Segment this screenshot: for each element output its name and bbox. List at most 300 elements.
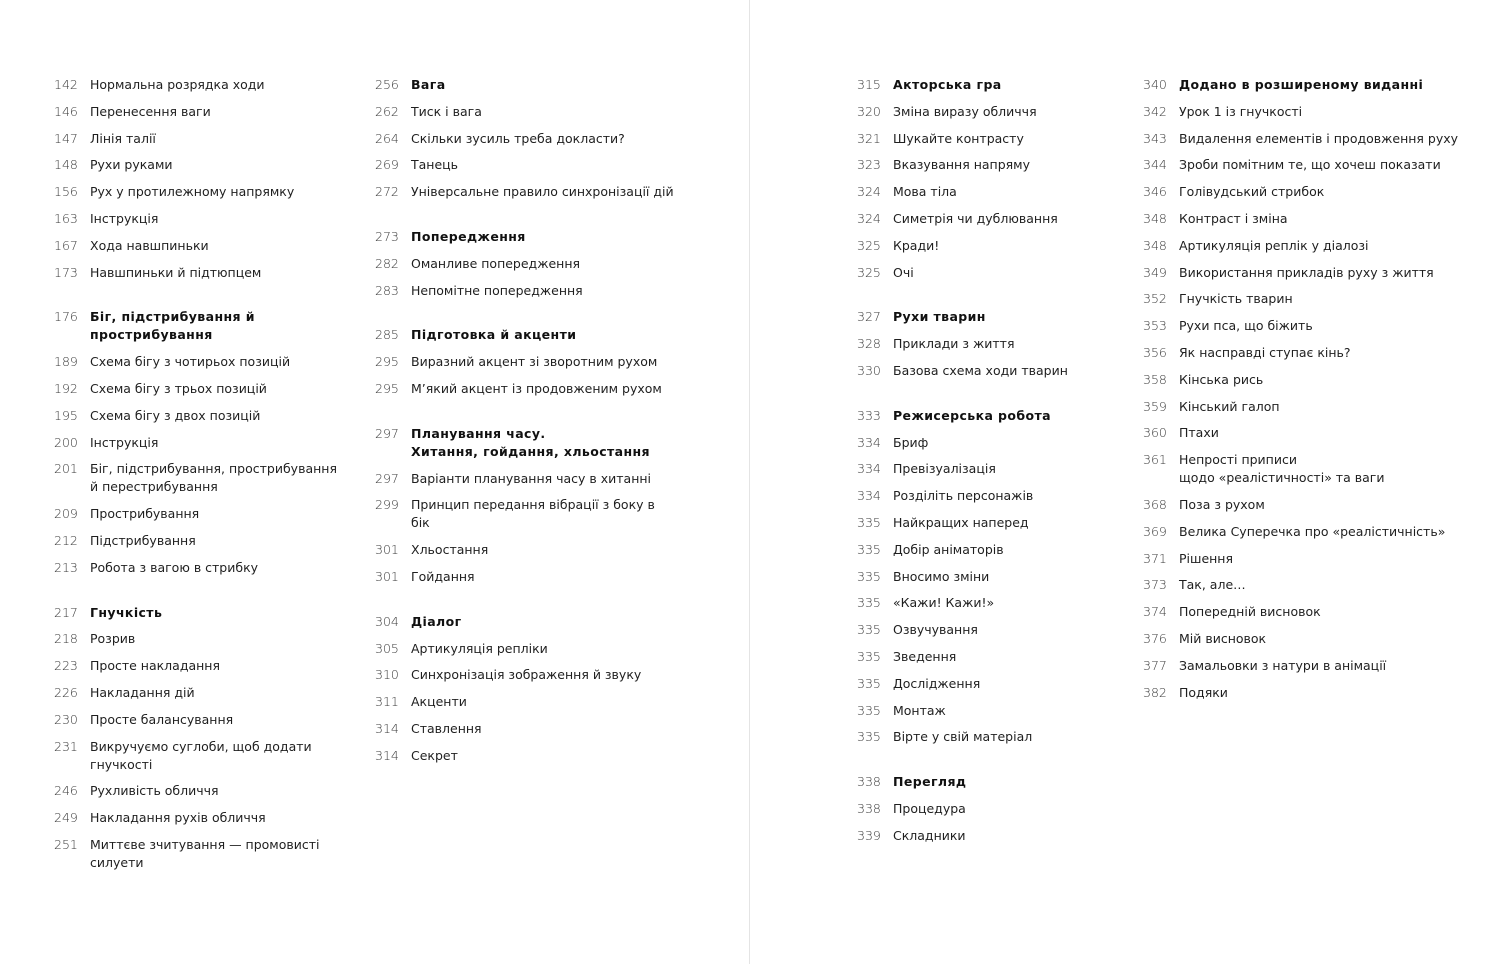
entry-title: Непрості приписи щодо «реалістичності» та ваги — [1179, 452, 1385, 486]
toc-entry[interactable] — [54, 237, 354, 255]
page-number: 173 — [54, 264, 78, 280]
toc-entry[interactable] — [857, 460, 1127, 478]
page-number: 335 — [857, 622, 881, 638]
entry-title: Схема бігу з трьох позицій — [90, 380, 267, 396]
page-number: 264 — [375, 130, 399, 146]
entry-title: Велика Суперечка про «реалістичність» — [1179, 523, 1446, 539]
page-number: 335 — [857, 729, 881, 745]
page-number: 356 — [1143, 344, 1167, 360]
toc-column-1 — [54, 76, 354, 899]
page-number: 209 — [54, 506, 78, 522]
page-number: 311 — [375, 694, 399, 710]
entry-title: Рух у протилежному напрямку — [90, 184, 295, 200]
toc-entry[interactable] — [375, 353, 675, 371]
page-number: 189 — [54, 354, 78, 370]
page-number: 335 — [857, 568, 881, 584]
toc-entry[interactable] — [857, 156, 1127, 174]
section-title: Додано в розширеному виданні — [1179, 77, 1424, 92]
page-number: 192 — [54, 380, 78, 396]
toc-entry[interactable] — [857, 728, 1127, 746]
page-number: 360 — [1143, 425, 1167, 441]
toc-entry[interactable] — [1143, 371, 1483, 389]
page-number: 323 — [857, 157, 881, 173]
page-number: 374 — [1143, 604, 1167, 620]
entry-title: Дослідження — [893, 675, 981, 691]
page-number: 348 — [1143, 210, 1167, 226]
toc-entry[interactable] — [375, 380, 675, 398]
toc-entry[interactable] — [375, 666, 675, 684]
entry-title: Мова тіла — [893, 184, 957, 200]
entry-title: Вказування напряму — [893, 157, 1030, 173]
entry-title: Скільки зусиль треба докласти? — [411, 130, 625, 146]
page-number: 301 — [375, 542, 399, 558]
page-number: 256 — [375, 77, 399, 92]
entry-title: Схема бігу з двох позицій — [90, 407, 261, 423]
toc-entry[interactable] — [1143, 657, 1483, 675]
page-number: 338 — [857, 774, 881, 790]
toc-entry[interactable] — [54, 103, 354, 121]
entry-title: Синхронізація зображення й звуку — [411, 667, 642, 683]
toc-entry[interactable] — [54, 738, 354, 774]
entry-title: Зведення — [893, 648, 957, 664]
toc-entry[interactable] — [375, 568, 675, 586]
page-number: 297 — [375, 425, 399, 441]
toc-entry[interactable] — [54, 505, 354, 523]
entry-title: Очі — [893, 264, 914, 280]
toc-entry[interactable] — [375, 640, 675, 658]
toc-entry[interactable] — [1143, 523, 1483, 541]
page-number: 195 — [54, 407, 78, 423]
page-number: 218 — [54, 631, 78, 647]
page-number: 342 — [1143, 103, 1167, 119]
toc-section-heading[interactable] — [857, 76, 1127, 94]
page-number: 325 — [857, 264, 881, 280]
toc-entry[interactable] — [375, 720, 675, 738]
toc-entry[interactable] — [1143, 237, 1483, 255]
entry-title: Кінський галоп — [1179, 398, 1280, 414]
page-number: 327 — [857, 309, 881, 325]
toc-section — [54, 308, 354, 576]
page-number: 295 — [375, 354, 399, 370]
toc-column-4 — [1143, 76, 1483, 728]
page-gutter — [749, 0, 750, 964]
page-number: 320 — [857, 103, 881, 119]
toc-entry[interactable] — [54, 264, 354, 282]
page-number: 334 — [857, 488, 881, 504]
toc-entry[interactable] — [375, 130, 675, 148]
toc-entry[interactable] — [1143, 603, 1483, 621]
section-title: Рухи тварин — [893, 309, 986, 325]
entry-title: Кінська рись — [1179, 371, 1264, 387]
entry-title: Акценти — [411, 694, 467, 710]
toc-section-heading[interactable] — [375, 326, 675, 344]
page-number: 314 — [375, 747, 399, 763]
toc-entry[interactable] — [1143, 264, 1483, 282]
entry-title: Симетрія чи дублювання — [893, 210, 1058, 226]
toc-section — [375, 76, 675, 201]
page-number: 269 — [375, 157, 399, 173]
page-number: 335 — [857, 648, 881, 664]
toc-section-heading[interactable] — [375, 613, 675, 631]
toc-entry[interactable] — [1143, 183, 1483, 201]
toc-entry[interactable] — [375, 541, 675, 559]
page-number: 262 — [375, 103, 399, 119]
toc-entry[interactable] — [857, 237, 1127, 255]
entry-title: Навшпиньки й підтюпцем — [90, 264, 262, 280]
toc-entry[interactable] — [54, 210, 354, 228]
toc-entry[interactable] — [1143, 398, 1483, 416]
toc-entry[interactable] — [857, 675, 1127, 693]
toc-entry[interactable] — [54, 532, 354, 550]
entry-title: Складники — [893, 827, 966, 843]
page-number: 226 — [54, 684, 78, 700]
toc-section-heading[interactable] — [54, 604, 354, 622]
entry-title: Птахи — [1179, 425, 1219, 441]
entry-title: Використання прикладів руху з життя — [1179, 264, 1434, 280]
entry-title: Рухи руками — [90, 157, 173, 173]
toc-section-heading[interactable] — [1143, 76, 1483, 94]
entry-title: Найкращих наперед — [893, 514, 1029, 530]
entry-title: Шукайте контрасту — [893, 130, 1024, 146]
toc-entry[interactable] — [1143, 130, 1483, 148]
entry-title: Монтаж — [893, 702, 946, 718]
entry-title: «Кажи! Кажи!» — [893, 595, 995, 611]
entry-title: Схема бігу з чотирьох позицій — [90, 354, 291, 370]
page-number: 223 — [54, 658, 78, 674]
entry-title: Оманливе попередження — [411, 255, 581, 271]
toc-entry[interactable] — [857, 264, 1127, 282]
toc-entry[interactable] — [375, 255, 675, 273]
toc-entry[interactable] — [54, 684, 354, 702]
entry-title: Превізуалізація — [893, 461, 996, 477]
toc-entry[interactable] — [54, 836, 354, 872]
toc-entry[interactable] — [857, 648, 1127, 666]
page-number: 369 — [1143, 523, 1167, 539]
page-number: 315 — [857, 77, 881, 92]
toc-section — [857, 308, 1127, 380]
toc-section — [1143, 76, 1483, 702]
toc-entry[interactable] — [1143, 424, 1483, 442]
entry-title: Кради! — [893, 237, 940, 253]
page-number: 246 — [54, 783, 78, 799]
page-number: 142 — [54, 77, 78, 92]
entry-title: Озвучування — [893, 622, 978, 638]
toc-section — [857, 773, 1127, 845]
toc-section-heading[interactable] — [375, 425, 675, 461]
entry-title: Базова схема ходи тварин — [893, 362, 1068, 378]
toc-entry[interactable] — [857, 487, 1127, 505]
entry-title: Артикуляція реплік у діалозі — [1179, 237, 1369, 253]
toc-entry[interactable] — [54, 809, 354, 827]
entry-title: Універсальне правило синхронізації дій — [411, 184, 674, 200]
entry-title: Видалення елементів і продовження руху — [1179, 130, 1459, 146]
entry-title: Мій висновок — [1179, 630, 1267, 646]
entry-title: Бриф — [893, 434, 929, 450]
toc-entry[interactable] — [54, 76, 354, 94]
toc-section-heading[interactable] — [54, 308, 354, 344]
entry-title: Лінія талії — [90, 130, 156, 146]
toc-entry[interactable] — [54, 183, 354, 201]
page-number: 148 — [54, 157, 78, 173]
entry-title: Ставлення — [411, 720, 482, 736]
page-number: 335 — [857, 595, 881, 611]
page-number: 334 — [857, 461, 881, 477]
toc-entry[interactable] — [1143, 630, 1483, 648]
entry-title: Рішення — [1179, 550, 1234, 566]
entry-title: Танець — [411, 157, 459, 173]
toc-entry[interactable] — [54, 353, 354, 371]
entry-title: Тиск і вага — [411, 103, 482, 119]
page-number: 328 — [857, 336, 881, 352]
toc-entry[interactable] — [857, 541, 1127, 559]
page-number: 273 — [375, 228, 399, 244]
page-number: 213 — [54, 559, 78, 575]
page-number: 338 — [857, 800, 881, 816]
toc-entry[interactable] — [857, 130, 1127, 148]
page-number: 373 — [1143, 577, 1167, 593]
entry-title: Підстрибування — [90, 532, 196, 548]
toc-entry[interactable] — [1143, 496, 1483, 514]
page-number: 324 — [857, 184, 881, 200]
page-number: 335 — [857, 541, 881, 557]
toc-entry[interactable] — [857, 514, 1127, 532]
page-number: 334 — [857, 434, 881, 450]
page-number: 231 — [54, 738, 78, 754]
page-number: 353 — [1143, 318, 1167, 334]
page-number: 251 — [54, 836, 78, 852]
entry-title: Інструкція — [90, 434, 159, 450]
toc-entry[interactable] — [1143, 156, 1483, 174]
page-number: 283 — [375, 282, 399, 298]
page-number: 324 — [857, 210, 881, 226]
toc-entry[interactable] — [375, 496, 675, 532]
page-number: 272 — [375, 184, 399, 200]
toc-section — [375, 326, 675, 398]
page-number: 176 — [54, 309, 78, 325]
toc-entry[interactable] — [54, 407, 354, 425]
entry-title: Розрив — [90, 631, 136, 647]
entry-title: Артикуляція репліки — [411, 640, 548, 656]
entry-title: Процедура — [893, 800, 966, 816]
section-title: Вага — [411, 77, 446, 92]
toc-section — [857, 76, 1127, 282]
page-number: 377 — [1143, 657, 1167, 673]
toc-section-heading[interactable] — [857, 308, 1127, 326]
page-number: 335 — [857, 702, 881, 718]
toc-section-heading[interactable] — [857, 773, 1127, 791]
page-number: 285 — [375, 327, 399, 343]
toc-entry[interactable] — [54, 711, 354, 729]
toc-entry[interactable] — [857, 335, 1127, 353]
toc-entry[interactable] — [1143, 290, 1483, 308]
toc-entry[interactable] — [857, 183, 1127, 201]
section-title: Попередження — [411, 228, 526, 244]
toc-entry[interactable] — [1143, 103, 1483, 121]
page-number: 339 — [857, 827, 881, 843]
toc-entry[interactable] — [54, 434, 354, 452]
page-number: 163 — [54, 210, 78, 226]
entry-title: М’який акцент із продовженим рухом — [411, 380, 662, 396]
entry-title: Приклади з життя — [893, 336, 1015, 352]
entry-title: Подяки — [1179, 684, 1228, 700]
page-number: 376 — [1143, 630, 1167, 646]
entry-title: Накладання дій — [90, 684, 195, 700]
page-number: 335 — [857, 675, 881, 691]
toc-entry[interactable] — [54, 460, 354, 496]
page-number: 310 — [375, 667, 399, 683]
toc-column-2 — [375, 76, 675, 792]
page-number: 147 — [54, 130, 78, 146]
page-number: 301 — [375, 568, 399, 584]
page-number: 321 — [857, 130, 881, 146]
toc-entry[interactable] — [375, 183, 675, 201]
entry-title: Варіанти планування часу в хитанні — [411, 470, 652, 486]
toc-entry[interactable] — [857, 621, 1127, 639]
page-number: 352 — [1143, 291, 1167, 307]
entry-title: Замальовки з натури в анімації — [1179, 657, 1387, 673]
toc-section-heading[interactable] — [375, 76, 675, 94]
entry-title: Хльостання — [411, 542, 489, 558]
toc-section — [54, 76, 354, 282]
toc-entry[interactable] — [857, 827, 1127, 845]
toc-entry[interactable] — [857, 210, 1127, 228]
page-number: 325 — [857, 237, 881, 253]
page-number: 297 — [375, 470, 399, 486]
section-title: Перегляд — [893, 774, 967, 790]
toc-entry[interactable] — [857, 434, 1127, 452]
page-number: 346 — [1143, 184, 1167, 200]
toc-entry[interactable] — [54, 782, 354, 800]
toc-entry[interactable] — [375, 103, 675, 121]
toc-entry[interactable] — [1143, 576, 1483, 594]
toc-entry[interactable] — [375, 470, 675, 488]
toc-entry[interactable] — [1143, 344, 1483, 362]
toc-entry[interactable] — [857, 103, 1127, 121]
section-title: Біг, підстрибування й прострибування — [90, 309, 255, 343]
section-title: Акторська гра — [893, 77, 1002, 92]
page-number: 358 — [1143, 371, 1167, 387]
page-number: 349 — [1143, 264, 1167, 280]
entry-title: Поза з рухом — [1179, 496, 1265, 512]
page-number: 335 — [857, 514, 881, 530]
entry-title: Хода навшпиньки — [90, 237, 209, 253]
entry-title: Попередній висновок — [1179, 604, 1321, 620]
entry-title: Непомітне попередження — [411, 282, 583, 298]
toc-entry[interactable] — [54, 156, 354, 174]
page-number: 340 — [1143, 77, 1167, 92]
page-number: 304 — [375, 613, 399, 629]
entry-title: Миттєве зчитування — промовисті силуети — [90, 836, 320, 870]
section-title: Планування часу. Хитання, гойдання, хльостання — [411, 425, 650, 459]
toc-entry[interactable] — [1143, 451, 1483, 487]
page-number: 359 — [1143, 398, 1167, 414]
page-number: 361 — [1143, 452, 1167, 468]
entry-title: Розділіть персонажів — [893, 488, 1034, 504]
entry-title: Викручуємо суглоби, щоб додати гнучкості — [90, 738, 312, 772]
toc-entry[interactable] — [1143, 317, 1483, 335]
entry-title: Зміна виразу обличчя — [893, 103, 1037, 119]
toc-entry[interactable] — [375, 282, 675, 300]
entry-title: Голівудський стрибок — [1179, 184, 1325, 200]
entry-title: Гойдання — [411, 568, 475, 584]
entry-title: Накладання рухів обличчя — [90, 810, 266, 826]
page-number: 295 — [375, 380, 399, 396]
section-title: Гнучкість — [90, 604, 163, 620]
toc-entry[interactable] — [857, 594, 1127, 612]
page-number: 343 — [1143, 130, 1167, 146]
toc-entry[interactable] — [375, 156, 675, 174]
toc-entry[interactable] — [54, 657, 354, 675]
page-number: 230 — [54, 711, 78, 727]
toc-entry[interactable] — [375, 693, 675, 711]
entry-title: Прострибування — [90, 506, 200, 522]
page-number: 217 — [54, 604, 78, 620]
toc-entry[interactable] — [857, 362, 1127, 380]
toc-entry[interactable] — [54, 130, 354, 148]
toc-entry[interactable] — [1143, 684, 1483, 702]
page-number: 314 — [375, 720, 399, 736]
toc-entry[interactable] — [54, 559, 354, 577]
toc-column-3 — [857, 76, 1127, 872]
page-number: 305 — [375, 640, 399, 656]
entry-title: Вірте у свій матеріал — [893, 729, 1033, 745]
entry-title: Як насправді ступає кінь? — [1179, 344, 1351, 360]
toc-entry[interactable] — [54, 380, 354, 398]
page-number: 201 — [54, 461, 78, 477]
page-number: 299 — [375, 497, 399, 513]
entry-title: Гнучкість тварин — [1179, 291, 1293, 307]
entry-title: Урок 1 із гнучкості — [1179, 103, 1303, 119]
entry-title: Робота з вагою в стрибку — [90, 559, 259, 575]
toc-section-heading[interactable] — [375, 228, 675, 246]
toc-entry[interactable] — [857, 568, 1127, 586]
section-title: Діалог — [411, 613, 462, 629]
toc-section — [375, 425, 675, 586]
entry-title: Так, але… — [1179, 577, 1246, 593]
page-number: 167 — [54, 237, 78, 253]
page-number: 156 — [54, 184, 78, 200]
section-title: Підготовка й акценти — [411, 327, 577, 343]
toc-section — [54, 604, 354, 872]
toc-section-heading[interactable] — [857, 407, 1127, 425]
entry-title: Інструкція — [90, 210, 159, 226]
entry-title: Просте накладання — [90, 658, 220, 674]
page-number: 333 — [857, 407, 881, 423]
entry-title: Добір аніматорів — [893, 541, 1004, 557]
entry-title: Рухи пса, що біжить — [1179, 318, 1313, 334]
page-number: 371 — [1143, 550, 1167, 566]
page-number: 382 — [1143, 684, 1167, 700]
toc-section — [857, 407, 1127, 747]
page-number: 200 — [54, 434, 78, 450]
toc-entry[interactable] — [54, 630, 354, 648]
section-title: Режисерська робота — [893, 407, 1051, 423]
entry-title: Перенесення ваги — [90, 103, 211, 119]
entry-title: Виразний акцент зі зворотним рухом — [411, 354, 658, 370]
entry-title: Просте балансування — [90, 711, 234, 727]
page-number: 212 — [54, 532, 78, 548]
toc-entry[interactable] — [1143, 210, 1483, 228]
toc-section — [375, 228, 675, 300]
toc-entry[interactable] — [375, 747, 675, 765]
toc-entry[interactable] — [857, 800, 1127, 818]
page-number: 348 — [1143, 237, 1167, 253]
toc-entry[interactable] — [857, 702, 1127, 720]
entry-title: Рухливість обличчя — [90, 783, 219, 799]
entry-title: Секрет — [411, 747, 458, 763]
page-number: 146 — [54, 103, 78, 119]
toc-entry[interactable] — [1143, 550, 1483, 568]
